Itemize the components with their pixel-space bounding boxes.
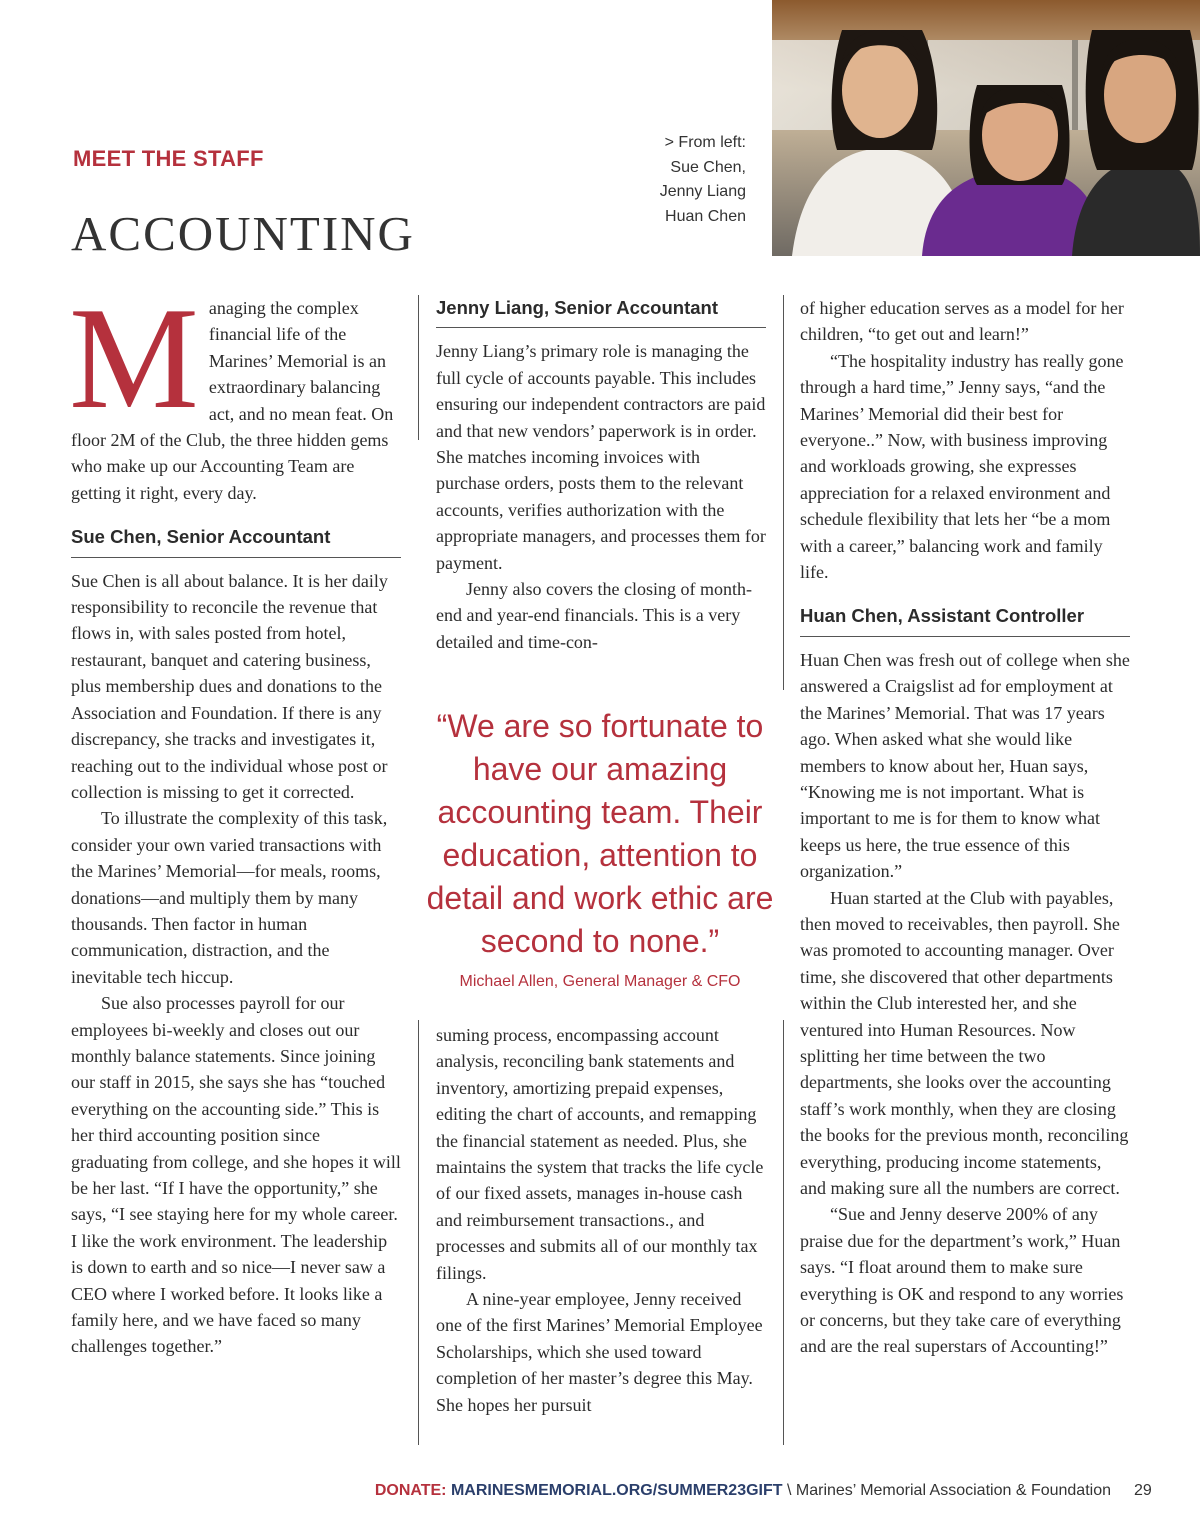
jenny-paragraph-4: “The hospitality industry has really gone through a hard time,” Jenny says, “and the Marines’ Memorial did their best for everyone..” Now, with business improving and workloads growing, she expresses appreciation for a relaxed environment and schedule flexibility that lets her “be a mom with a career,” balancing work and family life. (800, 350, 1124, 583)
pull-quote-attribution: Michael Allen, General Manager & CFO (459, 973, 741, 990)
intro-paragraph (69, 277, 401, 506)
caption-line: Sue Chen, (670, 158, 746, 176)
column-divider (418, 1020, 419, 1445)
column-3 (800, 295, 1130, 1360)
jenny-paragraph-2b: suming process, encompassing account analysis, reconciling bank statements and inventory, amortizing prepaid expenses, editing the chart of accounts, and remapping the financial statement as needed. Plus, she maintains the system that tracks the life cycle of our fixed assets, manages in-house cash and reimbursement transactions., and processes and submits all of our monthly tax filings. (436, 1025, 764, 1283)
huan-paragraph-3: “Sue and Jenny deserve 200% of any praise due for the department’s work,” Huan says. “I float around them to make sure everything is OK and respond to any worries or concerns, but they take care of everything and are the real superstars of Accounting!” (800, 1204, 1124, 1357)
footer-organization: Marines’ Memorial Association & Foundation (795, 1482, 1111, 1499)
huan-paragraph-2: Huan started at the Club with payables, then moved to receivables, then payroll. She was promoted to accounting manager. Over time, she discovered that other departments within the Club interested her, and she ventured into Human Resources. Now splitting her time between the two departments, she looks over the accounting staff’s work monthly, when they are closing the books for the previous month, reconciling everything, producing income statements, and making sure all the numbers are correct. (800, 887, 1129, 1198)
page-number: 29 (1134, 1482, 1152, 1499)
footer-separator: \ (786, 1482, 792, 1499)
jenny-paragraph-1: Jenny Liang’s primary role is managing the full cycle of accounts payable. This includes ensuring our independent contractors are paid and that new vendors’ paperwork is in order. She matches incoming invoices with purchase orders, posts them to the relevant accounts, verifies authorization with the appropriate managers, and processes them for payment. (436, 341, 766, 573)
page-title: ACCOUNTING (71, 205, 415, 261)
caption-line: Huan Chen (665, 207, 746, 225)
section-heading-huan: Huan Chen, Assistant Controller (800, 603, 1130, 636)
jenny-paragraph-3-continued: of higher education serves as a model for her children, “to get out and learn!” (800, 298, 1124, 345)
staff-photo (772, 0, 1200, 256)
column-1 (69, 277, 401, 1360)
caption-line: Jenny Liang (659, 183, 746, 200)
sue-paragraph-1: Sue Chen is all about balance. It is her daily responsibility to reconcile the revenue that flows in, with sales posted from hotel, restaurant, banquet and catering business, plus membership dues and donations to the Association and Foundation. If there is any discrepancy, she tracks and investigates it, reaching out to the individual whose post or collection is missing to get it corrected. (71, 570, 388, 802)
page-footer (374, 1482, 1152, 1500)
section-kicker: MEET THE STAFF (73, 146, 264, 171)
donate-label: DONATE: (374, 1482, 447, 1499)
section-heading-sue: Sue Chen, Senior Accountant (71, 524, 401, 557)
huan-paragraph-1: Huan Chen was fresh out of college when she answered a Craigslist ad for employment at the Marines’ Memorial. That was 17 years ago. When asked what she would like members to know about her, Huan says, “Knowing me is not important. What is important to me is for them to know what keeps us here, the true essence of this organization.” (800, 649, 1130, 882)
column-divider (783, 1020, 784, 1445)
sue-paragraph-2: To illustrate the complexity of this task, consider your own varied transactions with the Marines’ Memorial—for meals, rooms, donations—and multiply them by many thousands. Then factor in human communication, distraction, and the inevitable tech hiccup. (71, 808, 388, 987)
column-2-continued (436, 1022, 766, 1418)
staff-photo-illustration (772, 0, 1200, 256)
column-divider (418, 295, 419, 440)
donate-link[interactable]: MARINESMEMORIAL.ORG/SUMMER23GIFT (450, 1482, 783, 1499)
caption-line: > From left: (664, 134, 746, 151)
column-divider (783, 295, 784, 690)
drop-cap: M (69, 277, 199, 439)
section-heading-jenny: Jenny Liang, Senior Accountant (436, 295, 766, 328)
jenny-paragraph-3: A nine-year employee, Jenny received one of the first Marines’ Memorial Employee Scholarships, which she used toward completion of her master’s degree this May. She hopes her pursuit (436, 1289, 763, 1415)
column-2 (436, 295, 766, 655)
jenny-paragraph-2a: Jenny also covers the closing of month-end and year-end financials. This is a very detailed and time-con- (436, 579, 752, 652)
pull-quote (420, 705, 780, 991)
intro-text: anaging the complex financial life of the Marines’ Memorial is an extraordinary balancing act, and no mean feat. On floor 2M of the Club, the three hidden gems who make up our Accounting Team are getting it right, every day. (71, 298, 394, 503)
photo-caption (660, 131, 746, 229)
pull-quote-text: “We are so fortunate to have our amazing accounting team. Their education, attention to detail and work ethic are second to none.” (426, 708, 774, 959)
sue-paragraph-3: Sue also processes payroll for our employees bi-weekly and closes out our monthly balance statements. Since joining our staff in 2015, she says she has “touched everything on the accounting side.” This is her third accounting position since graduating from college, and she hopes it will be her last. “If I have the opportunity,” she says, “I see staying here for my whole career. I like the work environment. The leadership is down to earth and so nice—I never saw a CEO where I worked before. It looks like a family here, and we have faced so many challenges together.” (71, 993, 401, 1357)
